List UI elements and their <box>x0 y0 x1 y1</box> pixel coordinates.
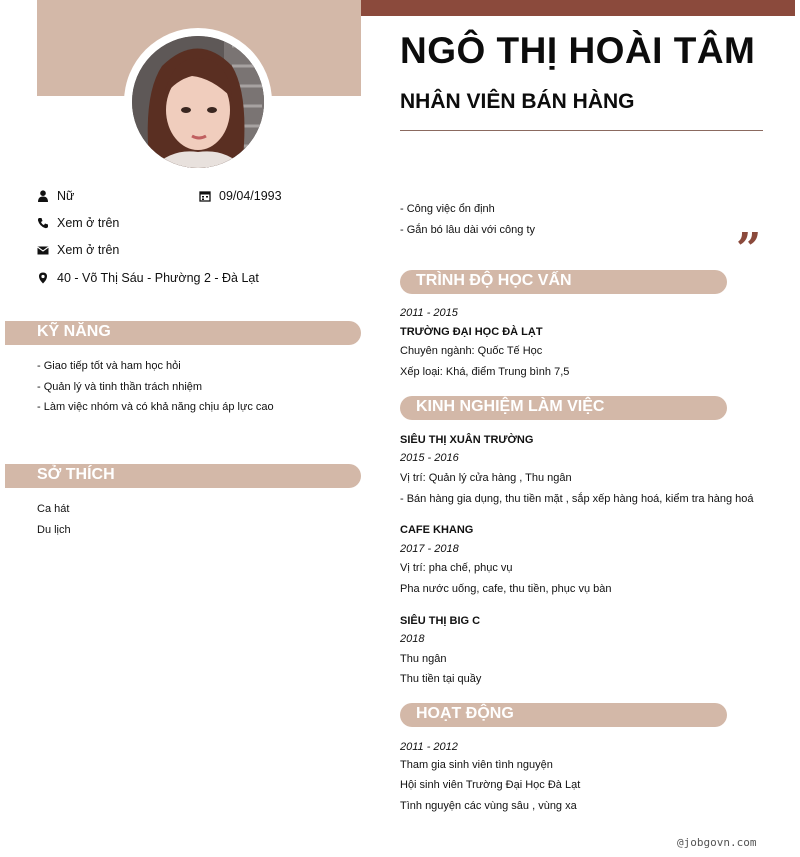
job-role: Vị trí: pha chế, phục vụ <box>400 562 513 574</box>
job-description: Thu tiền tại quầy <box>400 673 482 685</box>
gender-value: Nữ <box>57 189 75 203</box>
email-value: Xem ở trên <box>57 243 120 257</box>
education-grade: Xếp loại: Khá, điểm Trung bình 7,5 <box>400 366 570 378</box>
job-role: Thu ngân <box>400 653 447 665</box>
job-title: NHÂN VIÊN BÁN HÀNG <box>400 90 635 113</box>
hobbies-heading-bar <box>5 464 361 488</box>
skill-item: - Quản lý và tinh thần trách nhiệm <box>37 381 203 393</box>
quote-mark-icon: ” <box>736 224 762 275</box>
job-role: Vị trí: Quản lý cửa hàng , Thu ngân <box>400 472 572 484</box>
skill-item: - Làm việc nhóm và có khả năng chịu áp lực cao <box>37 401 274 413</box>
location-pin-icon <box>37 272 49 284</box>
education-period: 2011 - 2015 <box>400 307 458 319</box>
hobbies-heading: SỞ THÍCH <box>37 466 115 483</box>
hobby-item: Ca hát <box>37 503 70 515</box>
job-period: 2018 <box>400 633 425 645</box>
job-description: Pha nước uống, cafe, thu tiền, phục vụ bàn <box>400 583 612 595</box>
gender-row <box>37 189 74 203</box>
avatar <box>132 36 264 168</box>
objective-item: - Gắn bó lâu dài với công ty <box>400 224 536 236</box>
envelope-icon <box>37 244 49 256</box>
education-heading: TRÌNH ĐỘ HỌC VẤN <box>416 272 572 289</box>
phone-value: Xem ở trên <box>57 216 120 230</box>
top-accent-bar <box>361 0 795 16</box>
job-period: 2015 - 2016 <box>400 452 459 464</box>
education-heading-bar <box>400 270 727 294</box>
experience-heading: KINH NGHIỆM LÀM VIỆC <box>416 398 605 415</box>
person-icon <box>37 190 49 202</box>
skill-item: - Giao tiếp tốt và ham học hỏi <box>37 360 181 372</box>
birthday-row <box>199 189 282 203</box>
phone-icon <box>37 217 49 229</box>
email-row <box>37 243 119 257</box>
birthday-value: 09/04/1993 <box>219 189 282 203</box>
objective-item: - Công việc ổn định <box>400 203 495 215</box>
experience-heading-bar <box>400 396 727 420</box>
address-value: 40 - Võ Thị Sáu - Phường 2 - Đà Lạt <box>57 271 259 285</box>
activity-item: Tình nguyện các vùng sâu , vùng xa <box>400 800 577 812</box>
footer-watermark: @jobgovn.com <box>677 836 757 849</box>
education-major: Chuyên ngành: Quốc Tế Học <box>400 345 543 357</box>
phone-row <box>37 216 119 230</box>
activities-heading: HOẠT ĐỘNG <box>416 705 514 722</box>
hobby-item: Du lịch <box>37 524 71 536</box>
activities-period: 2011 - 2012 <box>400 741 458 753</box>
activity-item: Hội sinh viên Trường Đại Học Đà Lạt <box>400 779 581 791</box>
job-company: CAFE KHANG <box>400 524 474 536</box>
activity-item: Tham gia sinh viên tình nguyện <box>400 759 553 771</box>
job-period: 2017 - 2018 <box>400 543 459 555</box>
title-divider <box>400 130 763 131</box>
candidate-name: NGÔ THỊ HOÀI TÂM <box>400 30 756 71</box>
job-company: SIÊU THỊ XUÂN TRƯỜNG <box>400 434 534 446</box>
job-company: SIÊU THỊ BIG C <box>400 615 481 627</box>
skills-heading-bar <box>5 321 361 345</box>
address-row <box>37 271 259 285</box>
skills-heading: KỸ NĂNG <box>37 323 111 340</box>
job-description: - Bán hàng gia dụng, thu tiền mặt , sắp xếp hàng hoá, kiểm tra hàng hoá <box>400 493 754 505</box>
education-school: TRƯỜNG ĐẠI HỌC ĐÀ LẠT <box>400 326 543 338</box>
calendar-icon <box>199 190 211 202</box>
activities-heading-bar <box>400 703 727 727</box>
